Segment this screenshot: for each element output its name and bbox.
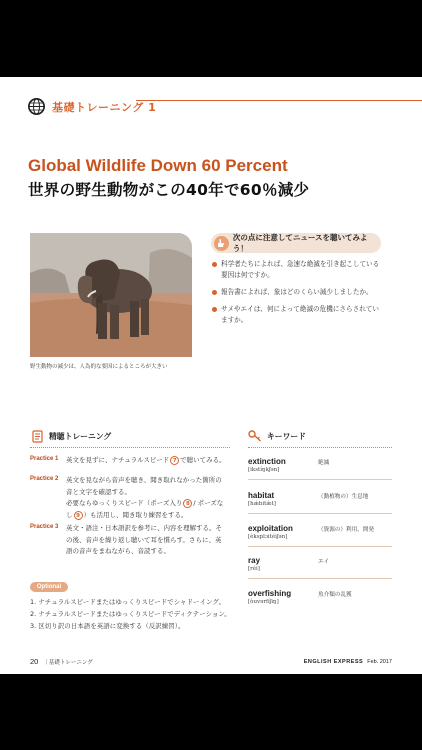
practice-text-part: / ポーズなし	[66, 499, 224, 519]
list-item: 1. ナチュラルスピードまたはゆっくりスピードでシャドーイング。	[30, 598, 226, 606]
list-item-text: 報告書によれば、象はどのくらい減少しましたか。	[221, 288, 373, 296]
keyword-item	[248, 589, 393, 605]
page-number: 20	[30, 657, 39, 666]
listen-points-box	[211, 233, 381, 332]
track-number-badge: 9	[74, 511, 83, 520]
practice-text: 英文・語注・日本語訳を参考に、内容を理解する。その後、音声を繰り返し聴いて耳を慣らす。さらに、英語の音声をまねながら、音読する。	[66, 524, 222, 555]
elephant-photo	[30, 233, 192, 357]
keyword-divider	[248, 546, 392, 547]
practice-text-part: 英文を見ながら音声を聴き、聞き取れなかった箇所の音と文字を確認する。	[66, 476, 222, 496]
keyword-item	[248, 524, 393, 540]
practice-text-part: で聴いてみる。	[180, 456, 226, 464]
keywords-title: キーワード	[267, 431, 306, 441]
practice-text-part: ）も活用し、聞き取り練習をする。	[83, 510, 188, 519]
keyword-divider	[248, 513, 392, 514]
practice-tag: Practice 2	[30, 476, 59, 482]
practice-tag: Practice 1	[30, 456, 59, 462]
notebook-icon	[30, 429, 44, 443]
keyword-pronunciation: [réi]	[248, 566, 260, 572]
keyword-definition: エイ	[318, 559, 330, 565]
magazine-page	[0, 77, 422, 674]
section-title: 基礎トレーニング 1	[52, 100, 157, 114]
keyword-definition: （動植物の）生息地	[318, 494, 369, 500]
pointing-hand-icon	[214, 236, 229, 251]
keyword-word: habitat	[248, 491, 275, 500]
practice-text-part: 必要ならゆっくりスピード（ポーズ入り	[66, 499, 183, 507]
keyword-pronunciation: [hǽbitæ̀t]	[248, 501, 276, 507]
practice-text	[66, 455, 226, 467]
keywords-header	[248, 429, 306, 443]
keyword-word: ray	[248, 556, 261, 565]
keyword-definition: 魚介類の乱獲	[318, 592, 352, 598]
keyword-word: overfishing	[248, 589, 292, 598]
list-item	[211, 304, 381, 326]
bullet-icon	[212, 290, 217, 295]
track-number-badge: 8	[183, 499, 192, 508]
keyword-divider	[248, 479, 392, 480]
key-icon	[248, 429, 262, 443]
footer-section: ｜基礎トレーニング	[43, 659, 93, 666]
training-header	[30, 429, 111, 443]
article-title-ja: 世界の野生動物がこの40年で60％減少	[28, 181, 310, 199]
practice-text-part: 英文を見ずに、ナチュラルスピード	[66, 456, 170, 464]
practice-2	[30, 475, 226, 521]
practice-1	[30, 455, 226, 467]
photo-caption: 野生動物の減少は、人為的な要因によるところが大きい	[30, 364, 168, 370]
keyword-pronunciation: [ikstíŋkʃən]	[248, 467, 280, 473]
bullet-icon	[212, 262, 217, 267]
keyword-definition: （資源の）利用、開発	[318, 527, 374, 533]
list-item-text: サメやエイは、何によって絶滅の危機にさらされていますか。	[221, 305, 379, 324]
list-item-text: 科学者たちによれば、急速な絶滅を引き起こしている要因は何ですか。	[221, 260, 380, 279]
list-item	[211, 259, 381, 281]
globe-icon	[28, 98, 45, 115]
keywords-rule	[248, 447, 392, 448]
listen-points-title: 次の点に注意してニュースを聴いてみよう！	[232, 233, 368, 253]
list-item	[211, 287, 381, 298]
keyword-divider	[248, 578, 392, 579]
header-rule	[136, 100, 422, 101]
issue-date: Feb. 2017	[367, 658, 392, 665]
track-number-badge: 7	[170, 456, 179, 465]
optional-list	[30, 596, 231, 632]
training-title: 精聴トレーニング	[49, 431, 112, 441]
practice-tag: Practice 3	[30, 524, 59, 530]
list-item: 3. 区切り訳の日本語を英語に変換する（反訳練習）。	[30, 622, 185, 630]
listen-points-header	[211, 233, 381, 253]
page-footer	[30, 657, 392, 666]
training-rule	[30, 447, 230, 448]
keyword-item	[248, 491, 393, 507]
keyword-word: extinction	[248, 457, 286, 466]
keyword-item	[248, 556, 393, 572]
list-item: 2. ナチュラルスピードまたはゆっくりスピードでディクテーション。	[30, 610, 231, 618]
listen-points-list	[211, 259, 381, 326]
practice-3	[30, 523, 226, 558]
keyword-word: exploitation	[248, 524, 293, 533]
keyword-pronunciation: [òuvərfíʃiŋ]	[248, 599, 279, 605]
bullet-icon	[212, 307, 217, 312]
practice-text	[66, 475, 226, 521]
keyword-definition: 絶滅	[318, 460, 330, 466]
optional-badge: Optional	[30, 582, 68, 592]
keyword-pronunciation: [èksplɔitéiʃən]	[248, 534, 288, 540]
article-title-en: Global Wildlife Down 60 Percent	[28, 156, 288, 175]
magazine-name: ENGLISH EXPRESS	[303, 658, 364, 665]
keyword-item	[248, 457, 393, 473]
